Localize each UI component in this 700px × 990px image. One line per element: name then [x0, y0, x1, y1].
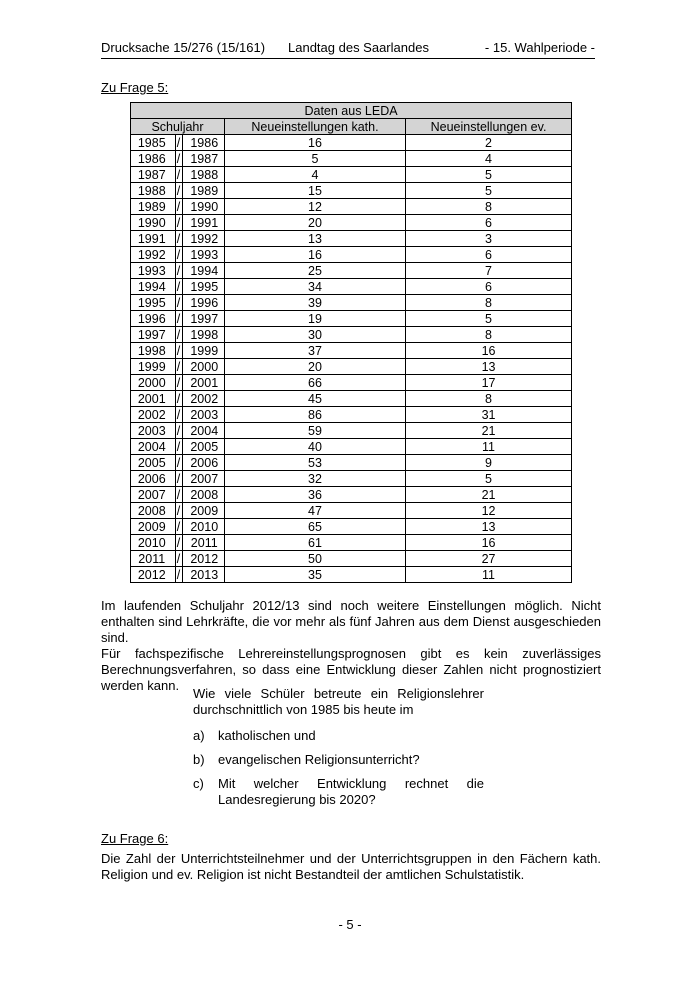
school-year-end: 2008 — [185, 487, 225, 503]
question-6-block — [193, 686, 484, 808]
table-row — [131, 423, 572, 439]
school-year-end: 1986 — [185, 135, 225, 151]
school-year-start: 1990 — [131, 215, 173, 231]
page-header — [101, 40, 595, 59]
table-row — [131, 167, 572, 183]
hires-ev-value: 5 — [406, 183, 572, 199]
table-row — [131, 231, 572, 247]
hires-ev-value: 12 — [406, 503, 572, 519]
column-header-kath: Neueinstellungen kath. — [225, 119, 406, 135]
table-header-row — [131, 119, 572, 135]
table-row — [131, 487, 572, 503]
table-row — [131, 343, 572, 359]
school-year-start: 2012 — [131, 567, 173, 583]
header-period: - 15. Wahlperiode - — [484, 40, 595, 55]
school-year-separator: / — [173, 471, 185, 487]
school-year-separator: / — [173, 439, 185, 455]
school-year-separator: / — [173, 295, 185, 311]
item-marker: c) — [193, 776, 204, 791]
school-year-end: 2006 — [185, 455, 225, 471]
school-year-start: 2007 — [131, 487, 173, 503]
school-year-start: 1994 — [131, 279, 173, 295]
hires-ev-value: 6 — [406, 279, 572, 295]
school-year-start: 1987 — [131, 167, 173, 183]
school-year-separator: / — [173, 199, 185, 215]
table-caption: Daten aus LEDA — [131, 103, 572, 119]
table-row — [131, 519, 572, 535]
school-year-end: 2011 — [185, 535, 225, 551]
hires-ev-value: 21 — [406, 423, 572, 439]
school-year-end: 1988 — [185, 167, 225, 183]
item-text: evangelischen Religionsunterricht? — [218, 752, 420, 767]
hires-kath-value: 59 — [225, 423, 406, 439]
hires-ev-value: 9 — [406, 455, 572, 471]
table-row — [131, 247, 572, 263]
hires-kath-value: 13 — [225, 231, 406, 247]
school-year-end: 1989 — [185, 183, 225, 199]
table-row — [131, 471, 572, 487]
hires-kath-value: 32 — [225, 471, 406, 487]
table-row — [131, 183, 572, 199]
leda-table — [130, 102, 572, 583]
hires-ev-value: 3 — [406, 231, 572, 247]
header-document-number: Drucksache 15/276 (15/161) — [101, 40, 266, 55]
hires-ev-value: 17 — [406, 375, 572, 391]
hires-ev-value: 11 — [406, 439, 572, 455]
school-year-start: 1985 — [131, 135, 173, 151]
school-year-end: 2004 — [185, 423, 225, 439]
hires-kath-value: 50 — [225, 551, 406, 567]
school-year-separator: / — [173, 391, 185, 407]
school-year-start: 1997 — [131, 327, 173, 343]
question-6-item-c — [193, 776, 484, 808]
item-marker: a) — [193, 728, 205, 743]
school-year-end: 2012 — [185, 551, 225, 567]
school-year-start: 1999 — [131, 359, 173, 375]
school-year-end: 2010 — [185, 519, 225, 535]
hires-kath-value: 12 — [225, 199, 406, 215]
school-year-start: 2010 — [131, 535, 173, 551]
school-year-start: 1991 — [131, 231, 173, 247]
hires-kath-value: 65 — [225, 519, 406, 535]
school-year-end: 1990 — [185, 199, 225, 215]
hires-kath-value: 34 — [225, 279, 406, 295]
school-year-end: 1992 — [185, 231, 225, 247]
hires-kath-value: 25 — [225, 263, 406, 279]
hires-ev-value: 8 — [406, 327, 572, 343]
school-year-separator: / — [173, 279, 185, 295]
school-year-separator: / — [173, 359, 185, 375]
hires-kath-value: 19 — [225, 311, 406, 327]
school-year-start: 2003 — [131, 423, 173, 439]
hires-kath-value: 47 — [225, 503, 406, 519]
hires-ev-value: 4 — [406, 151, 572, 167]
hires-ev-value: 13 — [406, 519, 572, 535]
section-title-question-5: Zu Frage 5: — [101, 80, 169, 95]
school-year-end: 1991 — [185, 215, 225, 231]
paragraph-hiring-note: Im laufenden Schuljahr 2012/13 sind noch weitere Einstellungen möglich. Nicht enthalten sind Lehrkräfte, die vor mehr als fünf Jahren aus dem Dienst ausgeschieden sind. — [101, 598, 601, 645]
hires-kath-value: 20 — [225, 359, 406, 375]
school-year-end: 1987 — [185, 151, 225, 167]
school-year-end: 1997 — [185, 311, 225, 327]
school-year-end: 1998 — [185, 327, 225, 343]
item-text: katholischen und — [218, 728, 316, 743]
hires-ev-value: 6 — [406, 215, 572, 231]
section-6-text — [101, 851, 601, 883]
school-year-start: 2009 — [131, 519, 173, 535]
table-row — [131, 151, 572, 167]
school-year-separator: / — [173, 503, 185, 519]
hires-kath-value: 66 — [225, 375, 406, 391]
hires-kath-value: 39 — [225, 295, 406, 311]
school-year-separator: / — [173, 167, 185, 183]
hires-kath-value: 5 — [225, 151, 406, 167]
school-year-end: 1995 — [185, 279, 225, 295]
header-parliament: Landtag des Saarlandes — [288, 40, 429, 55]
table-row — [131, 455, 572, 471]
hires-ev-value: 2 — [406, 135, 572, 151]
hires-kath-value: 4 — [225, 167, 406, 183]
table-row — [131, 199, 572, 215]
school-year-end: 1999 — [185, 343, 225, 359]
school-year-start: 2000 — [131, 375, 173, 391]
school-year-end: 2002 — [185, 391, 225, 407]
school-year-separator: / — [173, 215, 185, 231]
table-row — [131, 407, 572, 423]
school-year-start: 1998 — [131, 343, 173, 359]
school-year-separator: / — [173, 327, 185, 343]
table-caption-row — [131, 103, 572, 119]
hires-ev-value: 13 — [406, 359, 572, 375]
table-row — [131, 135, 572, 151]
table-row — [131, 375, 572, 391]
hires-ev-value: 8 — [406, 391, 572, 407]
school-year-separator: / — [173, 231, 185, 247]
school-year-separator: / — [173, 487, 185, 503]
hires-ev-value: 7 — [406, 263, 572, 279]
table-row — [131, 327, 572, 343]
school-year-start: 1989 — [131, 199, 173, 215]
hires-kath-value: 16 — [225, 247, 406, 263]
question-6-intro: Wie viele Schüler betreute ein Religionslehrer durchschnittlich von 1985 bis heute im — [193, 686, 484, 717]
table-body — [131, 135, 572, 583]
hires-kath-value: 37 — [225, 343, 406, 359]
table-row — [131, 311, 572, 327]
page-number: - 5 - — [338, 917, 362, 932]
school-year-end: 1993 — [185, 247, 225, 263]
hires-kath-value: 30 — [225, 327, 406, 343]
hires-kath-value: 61 — [225, 535, 406, 551]
table-row — [131, 279, 572, 295]
school-year-end: 2003 — [185, 407, 225, 423]
school-year-separator: / — [173, 567, 185, 583]
school-year-start: 2002 — [131, 407, 173, 423]
school-year-start: 1995 — [131, 295, 173, 311]
question-6-item-b — [193, 752, 484, 768]
question-6-item-a — [193, 728, 484, 744]
school-year-separator: / — [173, 135, 185, 151]
hires-ev-value: 5 — [406, 167, 572, 183]
school-year-separator: / — [173, 183, 185, 199]
hires-ev-value: 5 — [406, 311, 572, 327]
school-year-end: 2007 — [185, 471, 225, 487]
hires-ev-value: 5 — [406, 471, 572, 487]
school-year-start: 2011 — [131, 551, 173, 567]
school-year-start: 2005 — [131, 455, 173, 471]
table-row — [131, 439, 572, 455]
school-year-separator: / — [173, 551, 185, 567]
hires-kath-value: 20 — [225, 215, 406, 231]
hires-kath-value: 45 — [225, 391, 406, 407]
hires-ev-value: 6 — [406, 247, 572, 263]
school-year-separator: / — [173, 519, 185, 535]
table-row — [131, 295, 572, 311]
item-text: Mit welcher Entwicklung rechnet die Landesregierung bis 2020? — [218, 776, 484, 807]
school-year-start: 2006 — [131, 471, 173, 487]
paragraph-statistics-note: Die Zahl der Unterrichtsteilnehmer und der Unterrichtsgruppen in den Fächern kath. Religion und ev. Religion ist nicht Bestandteil der amtlichen Schulstatistik. — [101, 851, 601, 882]
school-year-end: 1994 — [185, 263, 225, 279]
school-year-separator: / — [173, 151, 185, 167]
school-year-start: 1996 — [131, 311, 173, 327]
column-header-ev: Neueinstellungen ev. — [406, 119, 572, 135]
item-marker: b) — [193, 752, 205, 767]
school-year-separator: / — [173, 311, 185, 327]
school-year-separator: / — [173, 375, 185, 391]
column-header-schuljahr: Schuljahr — [131, 119, 225, 135]
hires-kath-value: 53 — [225, 455, 406, 471]
school-year-start: 2008 — [131, 503, 173, 519]
hires-kath-value: 36 — [225, 487, 406, 503]
school-year-start: 1986 — [131, 151, 173, 167]
paragraph-forecast-note: Für fachspezifische Lehrereinstellungsprognosen gibt es kein zuverlässiges Berechnungsverfahren, so dass eine Entwicklung dieser Zahlen nicht prognostiziert werden kann. — [101, 646, 601, 693]
school-year-start: 2004 — [131, 439, 173, 455]
table-row — [131, 359, 572, 375]
school-year-end: 2009 — [185, 503, 225, 519]
school-year-separator: / — [173, 247, 185, 263]
hires-ev-value: 31 — [406, 407, 572, 423]
hires-ev-value: 21 — [406, 487, 572, 503]
school-year-start: 1993 — [131, 263, 173, 279]
table-row — [131, 535, 572, 551]
hires-ev-value: 11 — [406, 567, 572, 583]
hires-ev-value: 16 — [406, 343, 572, 359]
hires-ev-value: 8 — [406, 199, 572, 215]
table-row — [131, 503, 572, 519]
school-year-end: 2000 — [185, 359, 225, 375]
table-row — [131, 551, 572, 567]
hires-ev-value: 8 — [406, 295, 572, 311]
hires-kath-value: 16 — [225, 135, 406, 151]
hires-ev-value: 27 — [406, 551, 572, 567]
school-year-start: 1988 — [131, 183, 173, 199]
school-year-separator: / — [173, 263, 185, 279]
school-year-end: 2013 — [185, 567, 225, 583]
school-year-start: 1992 — [131, 247, 173, 263]
hires-kath-value: 35 — [225, 567, 406, 583]
school-year-separator: / — [173, 535, 185, 551]
table-row — [131, 567, 572, 583]
school-year-separator: / — [173, 423, 185, 439]
school-year-end: 2001 — [185, 375, 225, 391]
section-5-text — [101, 598, 601, 694]
school-year-end: 2005 — [185, 439, 225, 455]
hires-kath-value: 86 — [225, 407, 406, 423]
table-row — [131, 215, 572, 231]
school-year-end: 1996 — [185, 295, 225, 311]
section-title-question-6: Zu Frage 6: — [101, 831, 169, 846]
hires-kath-value: 40 — [225, 439, 406, 455]
school-year-separator: / — [173, 407, 185, 423]
school-year-start: 2001 — [131, 391, 173, 407]
table-row — [131, 391, 572, 407]
hires-ev-value: 16 — [406, 535, 572, 551]
table-row — [131, 263, 572, 279]
school-year-separator: / — [173, 343, 185, 359]
school-year-separator: / — [173, 455, 185, 471]
hires-kath-value: 15 — [225, 183, 406, 199]
